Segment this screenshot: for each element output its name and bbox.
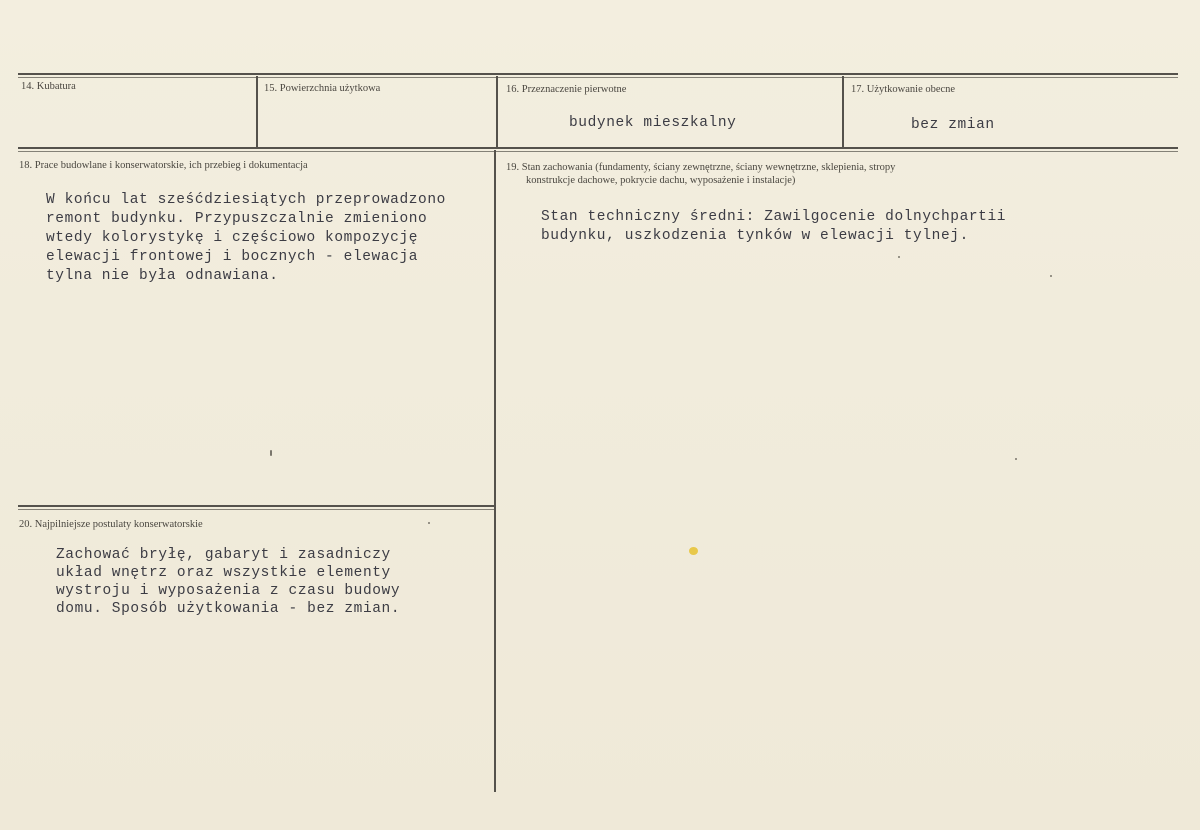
field-20-line: układ wnętrz oraz wszystkie elementy [56,565,391,581]
field-20-line: wystroju i wyposażenia z czasu budowy [56,583,401,599]
divider-14-15 [256,76,258,148]
field-19-line: Stan techniczny średni: Zawilgocenie dolnychpartii [541,209,1007,225]
field-17-label: 17. Użytkowanie obecne [851,84,956,95]
field-18-line: elewacji frontowej i bocznych - elewacja [46,249,419,265]
paper-speck [1050,275,1052,277]
divider-16-17 [842,76,844,148]
field-19-label-line1: 19. Stan zachowania (fundamenty, ściany zewnętrzne, ściany wewnętrzne, sklepienia, stropy [506,162,896,173]
field-18-label: 18. Prace budowlane i konserwatorskie, ich przebieg i dokumentacja [19,160,308,171]
field-18-line: wtedy kolorystykę i częściowo kompozycję [46,230,419,246]
field-20-label: 20. Najpilniejsze postulaty konserwatorskie [19,519,203,530]
main-vertical-divider [494,150,496,792]
field-20-line: domu. Sposób użytkowania - bez zmian. [56,601,401,617]
top-rule-thin [18,77,1178,78]
field-18-line: W końcu lat sześćdziesiątych przeprowadzono [46,192,446,208]
field-20-line: Zachować bryłę, gabaryt i zasadniczy [56,547,391,563]
field-19-label-line2: konstrukcje dachowe, pokrycie dachu, wyposażenie i instalacje) [526,175,796,186]
section18-bottom-rule-thin [18,509,495,510]
row1-bottom-rule [18,147,1178,149]
field-16-value: budynek mieszkalny [569,115,737,131]
divider-15-16 [496,76,498,148]
row1-bottom-rule-thin [18,151,1178,152]
field-15-label: 15. Powierzchnia użytkowa [264,83,381,94]
field-18-line: remont budynku. Przypuszczalnie zmieniono [46,211,428,227]
field-16-label: 16. Przeznaczenie pierwotne [506,84,627,95]
field-14-label: 14. Kubatura [21,81,76,92]
paper-speck [689,547,698,555]
paper-speck [898,256,900,258]
field-17-value: bez zmian [911,117,995,133]
paper-speck [428,522,430,524]
paper-speck [1015,458,1017,460]
field-18-line: tylna nie była odnawiana. [46,268,279,284]
field-19-line: budynku, uszkodzenia tynków w elewacji tylnej. [541,228,969,244]
section18-bottom-rule [18,505,495,507]
paper-speck [270,450,272,456]
top-rule [18,73,1178,75]
